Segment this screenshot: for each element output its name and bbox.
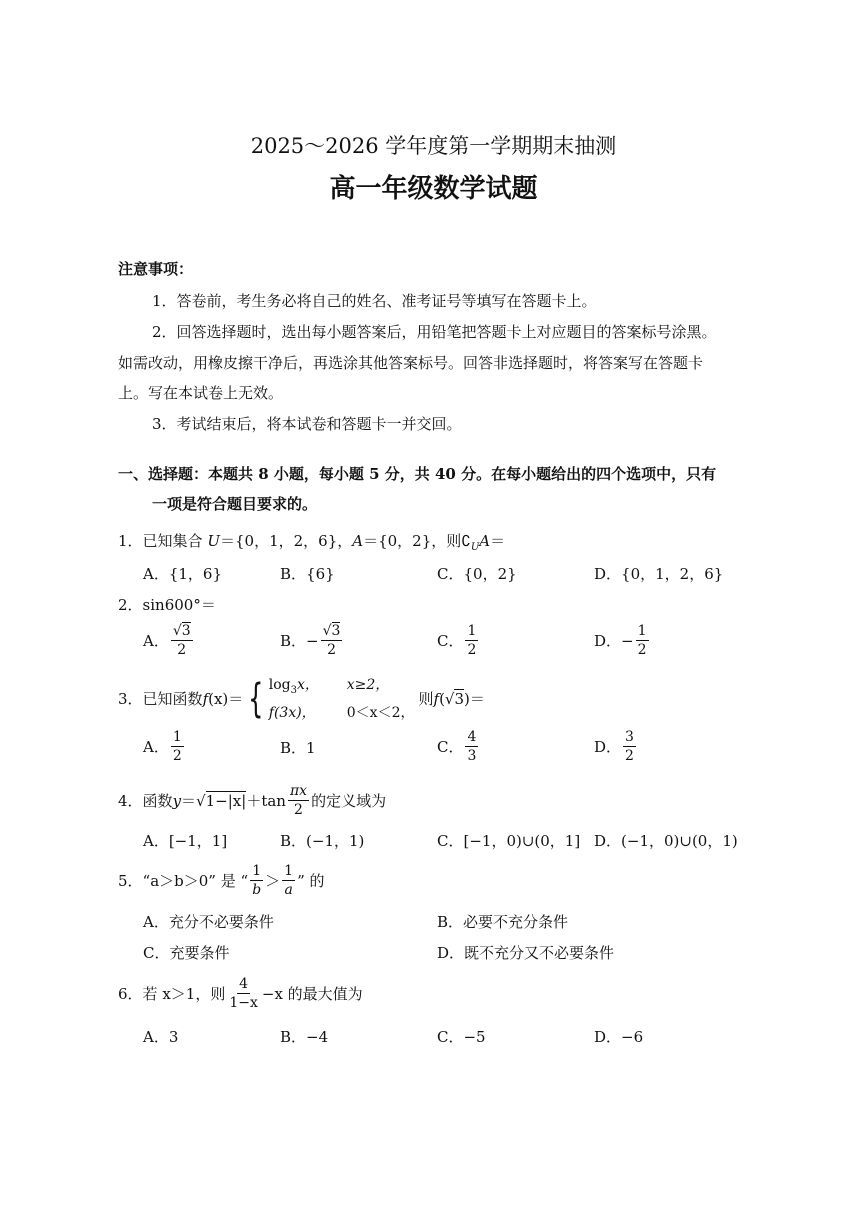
question-4-option-c: C．[−1，0)∪(0，1] [437,832,581,850]
question-3-stem: 3． 已知函数 f (x) ＝ { $\log_3x$， x≥2， f(3x)， 0＜x＜2， 则 f ( √ 3 )＝ [118,675,485,722]
notice-heading: 注意事项： [118,260,194,278]
notice-item-2-line-2: 如需改动，用橡皮擦干净后，再选涂其他答案标号。回答非选择题时，将答案写在答题卡 [118,354,704,372]
question-3-option-c: C． $\frac{4}{3}$ [437,729,477,764]
question-6-stem: 6． 若 x＞1，则 $\frac{4}{1-x}$ −x 的最大值为 [118,976,363,1011]
question-2-option-c: C． $\frac{1}{2}$ [437,623,477,658]
question-3-option-b: B．1 [280,739,316,757]
question-4-option-a: A．[−1，1] [143,832,228,850]
question-6-option-a: A．3 [143,1028,179,1046]
question-6-option-d: D．−6 [594,1028,644,1046]
question-6-option-b: B．−4 [280,1028,329,1046]
question-3-option-a: A． $\frac{1}{2}$ [143,729,182,764]
question-1-option-a: A．{1，6} [143,565,223,583]
question-4-option-b: B．(−1，1) [280,832,365,850]
section-1-heading: 一、选择题：本题共 8 小题，每小题 5 分，共 40 分。在每小题给出的四个选项中，只有 [118,465,717,483]
question-1-option-b: B．{6} [280,565,335,583]
question-4-stem: 4． 函数 y ＝ √ 1−|x| ＋tan $\frac{\pi x}{2}$ 的定义域为 [118,783,387,818]
piecewise-function: { $\log_3x$， x≥2， f(3x)， 0＜x＜2， [248,675,415,722]
question-6-option-c: C．−5 [437,1028,486,1046]
notice-item-2-line-3: 上。写在本试卷上无效。 [118,384,284,402]
question-5-stem: 5． “a＞b＞0” 是 “ $\frac{1}{b}$ ＞ $\frac{1}{a}$ ” 的 [118,863,325,898]
notice-item-3: 3．考试结束后，将本试卷和答题卡一并交回。 [152,415,462,433]
notice-item-1: 1．答卷前，考生务必将自己的姓名、准考证号等填写在答题卡上。 [152,292,597,310]
question-3-option-d: D． $\frac{3}{2}$ [594,729,634,764]
question-2-stem: 2．sin600°＝ [118,596,216,614]
section-1-heading-line-2: 一项是符合题目要求的。 [152,495,318,513]
question-1-option-d: D．{0，1，2，6} [594,565,724,583]
question-2-option-b: B． − $\frac{√3}{2}$ [280,623,341,658]
question-5-option-a: A．充分不必要条件 [143,913,274,931]
question-2-option-d: D． − $\frac{1}{2}$ [594,623,647,658]
exam-subtitle: 2025～2026 学年度第一学期期末抽测 [250,134,617,158]
notice-item-2-line-1: 2．回答选择题时，选出每小题答案后，用铅笔把答题卡上对应题目的答案标号涂黑。 [152,323,717,341]
question-5-option-b: B．必要不充分条件 [437,913,569,931]
question-5-option-c: C．充要条件 [143,944,230,962]
exam-title: 高一年级数学试题 [329,174,538,204]
question-1-option-c: C．{0，2} [437,565,517,583]
question-4-option-d: D．(−1，0)∪(0，1) [594,832,738,850]
question-2-option-a: A． $\frac{√3}{2}$ [143,623,191,658]
question-5-option-d: D．既不充分又不必要条件 [437,944,615,962]
question-1-stem: 1．已知集合 U＝{0，1，2，6}，A＝{0，2}，则$∁_UA=$ [118,532,506,553]
